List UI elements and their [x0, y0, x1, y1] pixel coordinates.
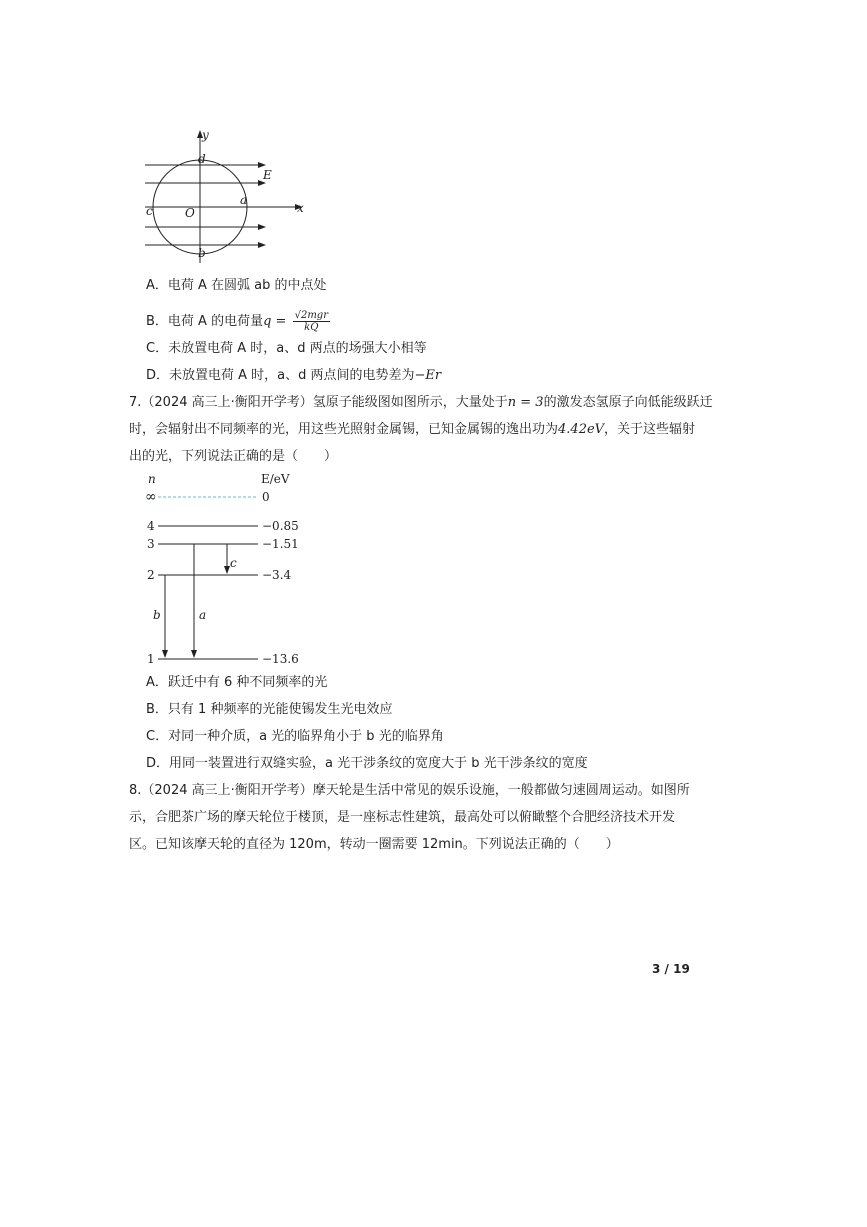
- q7-option-c: C．对同一种介质，a 光的临界角小于 b 光的临界角: [146, 729, 444, 744]
- level-e-3: −1.51: [262, 537, 299, 551]
- field-label-E: E: [263, 168, 272, 182]
- axis-label-y: y: [202, 128, 209, 142]
- level-e-inf: 0: [262, 490, 270, 504]
- level-e-4: −0.85: [262, 519, 299, 533]
- point-label-c: c: [146, 204, 153, 218]
- q6-option-b-fraction: [293, 310, 330, 333]
- level-n-inf: ∞: [145, 489, 157, 505]
- level-e-2: −3.4: [262, 568, 292, 582]
- point-label-a: a: [240, 193, 248, 207]
- q7-stem-line1: [129, 395, 713, 411]
- axis-label-x: x: [297, 201, 304, 215]
- point-label-b: b: [198, 246, 206, 260]
- fraction-numerator: √2mgr: [294, 310, 328, 321]
- q7-option-b: B．只有 1 种频率的光能使锡发生光电效应: [146, 702, 393, 717]
- q8-stem-line1: 8.（2024 高三上·衡阳开学考）摩天轮是生活中常见的娱乐设施，一般都做匀速圆周运动。如图所: [129, 783, 690, 798]
- page-number: 3 / 19: [652, 962, 690, 976]
- transition-label-b: b: [153, 608, 161, 622]
- q7-stem-line2-b: ，关于这些辐射: [604, 422, 696, 437]
- q7-option-a: A．跃迁中有 6 种不同频率的光: [146, 675, 328, 690]
- q7-stem-line2-a: 时，会辐射出不同频率的光，用这些光照射金属锡，已知金属锡的逸出功为: [129, 422, 559, 437]
- level-n-2: 2: [147, 568, 155, 582]
- level-n-4: 4: [147, 519, 155, 533]
- transition-label-c: c: [230, 556, 237, 570]
- level-e-1: −13.6: [262, 652, 299, 666]
- q7-stem-work-function: 4.42eV: [558, 422, 605, 437]
- q6-option-d-expr: −Er: [414, 368, 442, 383]
- level-n-3: 3: [147, 537, 155, 551]
- q7-stem-line2: [129, 422, 695, 438]
- q7-option-d: D．用同一装置进行双缝实验，a 光干涉条纹的宽度大于 b 光干涉条纹的宽度: [146, 756, 588, 771]
- q6-option-d: [146, 368, 441, 384]
- header-energy: E/eV: [261, 472, 290, 486]
- origin-label-O: O: [185, 206, 195, 220]
- level-n-1: 1: [147, 652, 155, 666]
- q7-stem-n: n = 3: [507, 395, 544, 410]
- fraction-denominator: kQ: [304, 322, 319, 333]
- q7-stem-line1-b: 的激发态氢原子向低能级跃迁: [543, 395, 713, 410]
- q6-option-a: A．电荷 A 在圆弧 ab 的中点处: [146, 278, 327, 293]
- q6-option-c: C．未放置电荷 A 时，a、d 两点的场强大小相等: [146, 341, 427, 356]
- q7-stem-line3: 出的光，下列说法正确的是（ ）: [129, 449, 338, 464]
- q6-option-b: [146, 310, 330, 333]
- field-circle-figure: [130, 125, 320, 265]
- q8-stem-line3: 区。已知该摩天轮的直径为 120m，转动一圈需要 12min。下列说法正确的（ ）: [129, 837, 619, 852]
- transition-label-a: a: [199, 608, 207, 622]
- q6-option-b-q: q =: [263, 314, 287, 329]
- q6-option-d-prefix: D．未放置电荷 A 时，a、d 两点间的电势差为: [146, 368, 415, 383]
- q7-stem-line1-a: 7.（2024 高三上·衡阳开学考）氢原子能级图如图所示，大量处于: [129, 395, 508, 410]
- q8-stem-line2: 示，合肥茶广场的摩天轮位于楼顶，是一座标志性建筑，最高处可以俯瞰整个合肥经济技术开发: [129, 810, 676, 825]
- point-label-d: d: [198, 152, 206, 166]
- header-n: n: [148, 472, 156, 486]
- q6-option-b-prefix: B．电荷 A 的电荷量: [146, 314, 264, 329]
